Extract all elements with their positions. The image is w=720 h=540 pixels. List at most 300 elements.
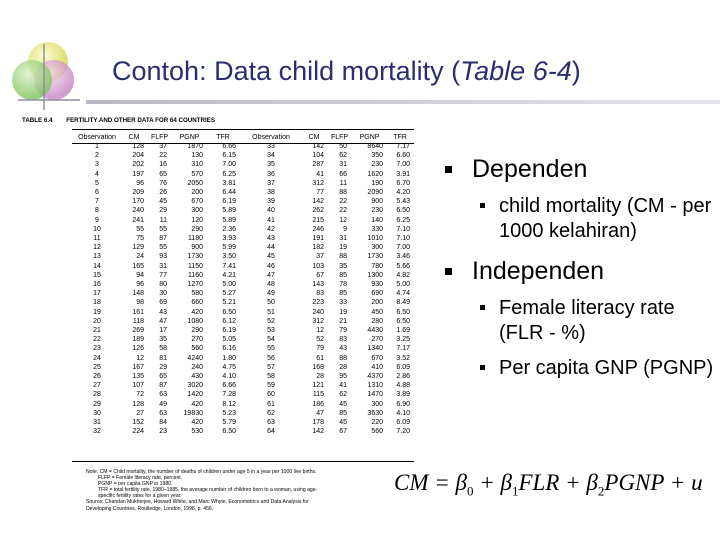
table-cell: 76 — [159, 179, 167, 187]
table-cell: 5.21 — [222, 299, 236, 307]
table-cell: 83 — [339, 336, 347, 344]
table-cell: 23 — [159, 428, 167, 436]
table-cell: 6.90 — [396, 400, 410, 408]
table-cell: 142 — [312, 198, 324, 206]
table-cell: 52 — [267, 317, 275, 325]
table-cell: 41 — [267, 216, 275, 224]
table-cell: 40 — [267, 207, 275, 215]
table-cell: 3.91 — [396, 170, 410, 178]
table-cell: 52 — [316, 336, 324, 344]
table-cell: 45 — [339, 419, 347, 427]
table-cell: 1420 — [187, 391, 203, 399]
table-cell: 2.86 — [396, 373, 410, 381]
table-cell: 41 — [339, 382, 347, 390]
table-cell: 16 — [159, 161, 167, 169]
table-cell: 420 — [191, 400, 203, 408]
table-cell: 50 — [267, 299, 275, 307]
table-cell: 2.36 — [222, 225, 236, 233]
table-cell: 23 — [93, 345, 101, 353]
table-row — [72, 216, 414, 225]
table-cell: 202 — [132, 161, 144, 169]
table-cell: 31 — [339, 235, 347, 243]
table-cell: 280 — [371, 317, 383, 325]
table-row — [72, 390, 414, 399]
table-cell: 6.60 — [396, 152, 410, 160]
table-cell: 47 — [316, 409, 324, 417]
table-cell: 26 — [93, 373, 101, 381]
slide-logo-icon — [10, 40, 80, 110]
independent-variable-item: Female literacy rate (FLR - %) — [499, 296, 715, 346]
column-header: PGNP — [359, 133, 380, 141]
note-line: Source: Chandan Mukherjee, Howard White, and Marc Whyte, Econometrics and Data Analysis for — [86, 499, 309, 506]
table-cell: 103 — [312, 262, 324, 270]
table-cell: 46 — [267, 262, 275, 270]
table-cell: 4 — [95, 170, 99, 178]
column-header: FLFP — [150, 133, 169, 141]
table-cell: 1620 — [367, 170, 383, 178]
table-cell: 38 — [267, 189, 275, 197]
table-cell: 287 — [312, 161, 324, 169]
table-cell: 6.50 — [396, 207, 410, 215]
table-cell: 430 — [191, 373, 203, 381]
table-cell: 28 — [339, 363, 347, 371]
table-cell: 65 — [159, 373, 167, 381]
table-cell: 13 — [93, 253, 101, 261]
table-bottom-rule — [72, 461, 414, 462]
table-cell: 48 — [267, 281, 275, 289]
table-cell: 2050 — [187, 179, 203, 187]
table-cell: 43 — [267, 235, 275, 243]
table-row — [72, 298, 414, 307]
table-cell: 4240 — [187, 354, 203, 362]
table-cell: 42 — [267, 225, 275, 233]
table-cell: 55 — [159, 225, 167, 233]
table-cell: 17 — [93, 290, 101, 298]
table-cell: 4.20 — [396, 189, 410, 197]
table-cell: 128 — [132, 400, 144, 408]
table-cell: 230 — [371, 207, 383, 215]
table-cell: 6.66 — [222, 382, 236, 390]
table-cell: 126 — [132, 345, 144, 353]
table-cell: 27 — [136, 409, 144, 417]
table-cell: 95 — [339, 373, 347, 381]
table-cell: 780 — [371, 262, 383, 270]
table-cell: 8640 — [367, 143, 383, 150]
table-cell: 19 — [339, 308, 347, 316]
table-cell: 300 — [371, 244, 383, 252]
table-row — [72, 243, 414, 252]
table-cell: 135 — [132, 373, 144, 381]
table-row — [72, 317, 414, 326]
table-cell: 62 — [339, 152, 347, 160]
table-cell: 6 — [95, 189, 99, 197]
table-cell: 4.74 — [396, 290, 410, 298]
table-cell: 63 — [159, 409, 167, 417]
table-cell: 7.17 — [396, 345, 410, 353]
table-cell: 5.66 — [396, 262, 410, 270]
table-cell: 8.49 — [396, 299, 410, 307]
table-cell: 83 — [316, 290, 324, 298]
note-line: FLFP = Female literacy rate, percent. — [98, 475, 183, 482]
column-header: Observation — [78, 133, 116, 141]
table-cell: 31 — [339, 161, 347, 169]
table-cell: 11 — [159, 216, 167, 224]
table-cell: 130 — [191, 152, 203, 160]
table-cell: 69 — [159, 299, 167, 307]
table-cell: 223 — [312, 299, 324, 307]
table-cell: 300 — [191, 207, 203, 215]
table-cell: 6.09 — [396, 363, 410, 371]
title-divider — [86, 100, 720, 104]
table-cell: 45 — [267, 253, 275, 261]
table-cell: 27 — [93, 382, 101, 390]
table-cell: 7.00 — [222, 161, 236, 169]
table-cell: 4.88 — [396, 382, 410, 390]
table-cell: 77 — [159, 271, 167, 279]
table-cell: 43 — [159, 308, 167, 316]
table-top-rule — [72, 129, 414, 130]
table-cell: 87 — [159, 382, 167, 390]
table-cell: 290 — [191, 225, 203, 233]
table-cell: 20 — [93, 317, 101, 325]
table-cell: 59 — [267, 382, 275, 390]
table-cell: 5.79 — [222, 419, 236, 427]
table-cell: 3.89 — [396, 391, 410, 399]
table-cell: 4370 — [367, 373, 383, 381]
table-cell: 10 — [93, 225, 101, 233]
table-cell: 33 — [339, 299, 347, 307]
table-cell: 142 — [312, 143, 324, 150]
table-cell: 88 — [339, 354, 347, 362]
table-row — [72, 206, 414, 215]
fertility-data-table — [72, 132, 414, 437]
table-cell: 6.50 — [222, 428, 236, 436]
table-cell: 6.50 — [396, 317, 410, 325]
table-cell: 29 — [93, 400, 101, 408]
table-row — [72, 289, 414, 298]
table-cell: 54 — [267, 336, 275, 344]
table-cell: 209 — [132, 189, 144, 197]
table-cell: 7.00 — [396, 161, 410, 169]
table-row — [72, 225, 414, 234]
table-cell: 37 — [159, 143, 167, 150]
table-cell: 79 — [339, 327, 347, 335]
table-cell: 55 — [267, 345, 275, 353]
table-cell: 8.12 — [222, 400, 236, 408]
table-cell: 35 — [267, 161, 275, 169]
table-cell: 96 — [136, 179, 144, 187]
table-cell: 6.50 — [396, 308, 410, 316]
table-cell: 24 — [93, 354, 101, 362]
table-cell: 67 — [339, 428, 347, 436]
table-cell: 5.00 — [396, 281, 410, 289]
table-cell: 5.43 — [396, 198, 410, 206]
table-cell: 6.19 — [222, 198, 236, 206]
table-cell: 14 — [93, 262, 101, 270]
table-cell: 420 — [191, 308, 203, 316]
table-cell: 1150 — [187, 262, 203, 270]
table-cell: 6.12 — [222, 317, 236, 325]
table-cell: 22 — [339, 198, 347, 206]
table-cell: 170 — [132, 198, 144, 206]
table-cell: 3.50 — [222, 253, 236, 261]
table-cell: 78 — [339, 281, 347, 289]
table-row — [72, 262, 414, 271]
table-cell: 64 — [267, 428, 275, 436]
table-cell: 312 — [312, 179, 324, 187]
table-cell: 17 — [159, 327, 167, 335]
table-cell: 1310 — [367, 382, 383, 390]
table-cell: 1870 — [187, 143, 203, 150]
table-cell: 220 — [371, 419, 383, 427]
table-cell: 1470 — [367, 391, 383, 399]
table-cell: 7.00 — [396, 244, 410, 252]
table-cell: 32 — [93, 428, 101, 436]
table-row — [72, 142, 414, 151]
table-cell: 58 — [159, 345, 167, 353]
table-cell: 129 — [132, 244, 144, 252]
table-cell: 107 — [132, 382, 144, 390]
table-cell: 270 — [371, 336, 383, 344]
table-cell: 310 — [191, 161, 203, 169]
table-cell: 34 — [267, 152, 275, 160]
table-cell: 49 — [159, 400, 167, 408]
table-cell: 269 — [132, 327, 144, 335]
table-cell: 60 — [267, 391, 275, 399]
column-header: TFR — [393, 133, 407, 141]
table-cell: 15 — [93, 271, 101, 279]
table-cell: 47 — [267, 271, 275, 279]
table-cell: 1730 — [367, 253, 383, 261]
column-header: Observation — [252, 133, 290, 141]
table-row — [72, 381, 414, 390]
table-cell: 28 — [316, 373, 324, 381]
table-cell: 3.93 — [222, 235, 236, 243]
table-title: FERTILITY AND OTHER DATA FOR 64 COUNTRIES — [66, 117, 215, 124]
note-line: PGNP = per capita GNP in 1980. — [98, 481, 173, 488]
table-cell: 191 — [312, 235, 324, 243]
table-cell: 39 — [267, 198, 275, 206]
table-cell: 1 — [95, 143, 99, 150]
table-cell: 37 — [316, 253, 324, 261]
table-cell: 6.25 — [222, 170, 236, 178]
table-row — [72, 151, 414, 160]
table-cell: 30 — [159, 290, 167, 298]
table-cell: 530 — [191, 428, 203, 436]
table-cell: 28 — [93, 391, 101, 399]
table-cell: 88 — [339, 189, 347, 197]
table-cell: 1730 — [187, 253, 203, 261]
table-cell: 4.10 — [396, 409, 410, 417]
table-cell: 19830 — [183, 409, 203, 417]
table-cell: 87 — [159, 235, 167, 243]
column-header: CM — [308, 133, 320, 141]
table-cell: 200 — [371, 299, 383, 307]
table-cell: 1180 — [187, 235, 203, 243]
table-cell: 104 — [312, 152, 324, 160]
table-cell: 45 — [339, 400, 347, 408]
table-cell: 4.21 — [222, 271, 236, 279]
table-cell: 420 — [191, 419, 203, 427]
table-row — [72, 326, 414, 335]
table-cell: 121 — [312, 382, 324, 390]
table-cell: 88 — [339, 253, 347, 261]
table-cell: 3.46 — [396, 253, 410, 261]
table-row — [72, 427, 414, 436]
table-cell: 215 — [312, 216, 324, 224]
table-cell: 21 — [339, 317, 347, 325]
table-cell: 7 — [95, 198, 99, 206]
table-cell: 29 — [159, 207, 167, 215]
table-cell: 22 — [93, 336, 101, 344]
table-cell: 6.44 — [222, 189, 236, 197]
table-cell: 75 — [136, 235, 144, 243]
table-cell: 5.99 — [222, 244, 236, 252]
table-cell: 140 — [371, 216, 383, 224]
table-cell: 1080 — [187, 317, 203, 325]
table-cell: 79 — [316, 345, 324, 353]
table-cell: 6.19 — [222, 327, 236, 335]
table-cell: 43 — [339, 345, 347, 353]
table-cell: 63 — [267, 419, 275, 427]
table-cell: 290 — [191, 327, 203, 335]
table-row — [72, 170, 414, 179]
table-cell: 690 — [371, 290, 383, 298]
table-cell: 93 — [159, 253, 167, 261]
table-cell: 670 — [191, 198, 203, 206]
table-cell: 142 — [312, 428, 324, 436]
table-label: TABLE 6.4 — [22, 117, 53, 124]
table-cell: 120 — [191, 216, 203, 224]
table-row — [72, 409, 414, 418]
table-cell: 22 — [339, 207, 347, 215]
table-cell: 6.70 — [396, 179, 410, 187]
table-cell: 6.66 — [222, 143, 236, 150]
table-cell: 35 — [159, 336, 167, 344]
table-cell: 262 — [312, 207, 324, 215]
table-row — [72, 280, 414, 289]
table-cell: 57 — [267, 363, 275, 371]
table-cell: 930 — [371, 281, 383, 289]
table-cell: 200 — [191, 189, 203, 197]
table-cell: 94 — [136, 271, 144, 279]
table-cell: 12 — [136, 354, 144, 362]
table-cell: 161 — [132, 308, 144, 316]
table-cell: 44 — [267, 244, 275, 252]
note-line: Developing Countries, Routledge, London, 1998, p. 456. — [86, 505, 214, 512]
variable-list — [440, 150, 715, 381]
table-cell: 24 — [136, 253, 144, 261]
table-cell: 19 — [339, 244, 347, 252]
note-line: Note: CM = Child mortality, the number of deaths of children under age 5 in a year per 1000 live births. — [86, 469, 317, 475]
table-cell: 18 — [93, 299, 101, 307]
table-row — [72, 344, 414, 353]
table-cell: 62 — [339, 391, 347, 399]
table-row — [72, 234, 414, 243]
table-cell: 2090 — [367, 189, 383, 197]
table-cell: 53 — [267, 327, 275, 335]
table-cell: 5.00 — [222, 281, 236, 289]
table-cell: 36 — [267, 170, 275, 178]
table-cell: 7.10 — [396, 235, 410, 243]
table-row — [72, 418, 414, 427]
table-row — [72, 363, 414, 372]
table-cell: 2 — [95, 152, 99, 160]
table-cell: 128 — [132, 143, 144, 150]
table-cell: 31 — [159, 262, 167, 270]
dependent-heading: Dependen — [472, 154, 715, 184]
table-cell: 1340 — [367, 345, 383, 353]
slide-title: Contoh: Data child mortality (Table 6-4) — [112, 56, 581, 86]
table-cell: 12 — [339, 216, 347, 224]
table-row — [72, 400, 414, 409]
table-cell: 580 — [191, 290, 203, 298]
table-cell: 7.41 — [222, 262, 236, 270]
table-cell: 21 — [93, 327, 101, 335]
table-cell: 900 — [371, 198, 383, 206]
table-cell: 670 — [371, 354, 383, 362]
table-cell: 241 — [132, 216, 144, 224]
table-cell: 1.69 — [396, 327, 410, 335]
table-cell: 31 — [93, 419, 101, 427]
table-cell: 330 — [371, 225, 383, 233]
table-cell: 1270 — [187, 281, 203, 289]
table-cell: 410 — [371, 363, 383, 371]
table-cell: 11 — [339, 179, 347, 187]
table-cell: 270 — [191, 336, 203, 344]
table-cell: 30 — [93, 409, 101, 417]
table-cell: 41 — [316, 170, 324, 178]
table-cell: 5.89 — [222, 216, 236, 224]
table-cell: 115 — [312, 391, 324, 399]
table-cell: 12 — [316, 327, 324, 335]
table-cell: 5.89 — [222, 207, 236, 215]
table-cell: 186 — [312, 400, 324, 408]
table-cell: 66 — [339, 170, 347, 178]
table-cell: 240 — [191, 363, 203, 371]
table-row — [72, 188, 414, 197]
table-cell: 84 — [159, 419, 167, 427]
table-cell: 77 — [316, 189, 324, 197]
table-cell: 224 — [132, 428, 144, 436]
table-cell: 9 — [95, 216, 99, 224]
table-cell: 6.25 — [396, 216, 410, 224]
table-cell: 85 — [339, 409, 347, 417]
table-cell: 47 — [159, 317, 167, 325]
table-cell: 65 — [159, 170, 167, 178]
column-header: TFR — [216, 133, 230, 141]
table-cell: 5.05 — [222, 336, 236, 344]
table-row — [72, 179, 414, 188]
table-cell: 19 — [93, 308, 101, 316]
table-cell: 6.15 — [222, 152, 236, 160]
table-cell: 5.27 — [222, 290, 236, 298]
table-cell: 4430 — [367, 327, 383, 335]
table-cell: 168 — [312, 363, 324, 371]
table-cell: 230 — [371, 161, 383, 169]
table-cell: 3630 — [367, 409, 383, 417]
table-cell: 450 — [371, 308, 383, 316]
table-cell: 3 — [95, 161, 99, 169]
dependent-variable-item: child mortality (CM - per 1000 kelahiran) — [499, 194, 715, 244]
table-cell: 81 — [159, 354, 167, 362]
table-cell: 3.81 — [222, 179, 236, 187]
table-cell: 61 — [316, 354, 324, 362]
table-cell: 5 — [95, 179, 99, 187]
table-cell: 50 — [339, 143, 347, 150]
table-cell: 37 — [267, 179, 275, 187]
table-header-row — [72, 132, 414, 142]
